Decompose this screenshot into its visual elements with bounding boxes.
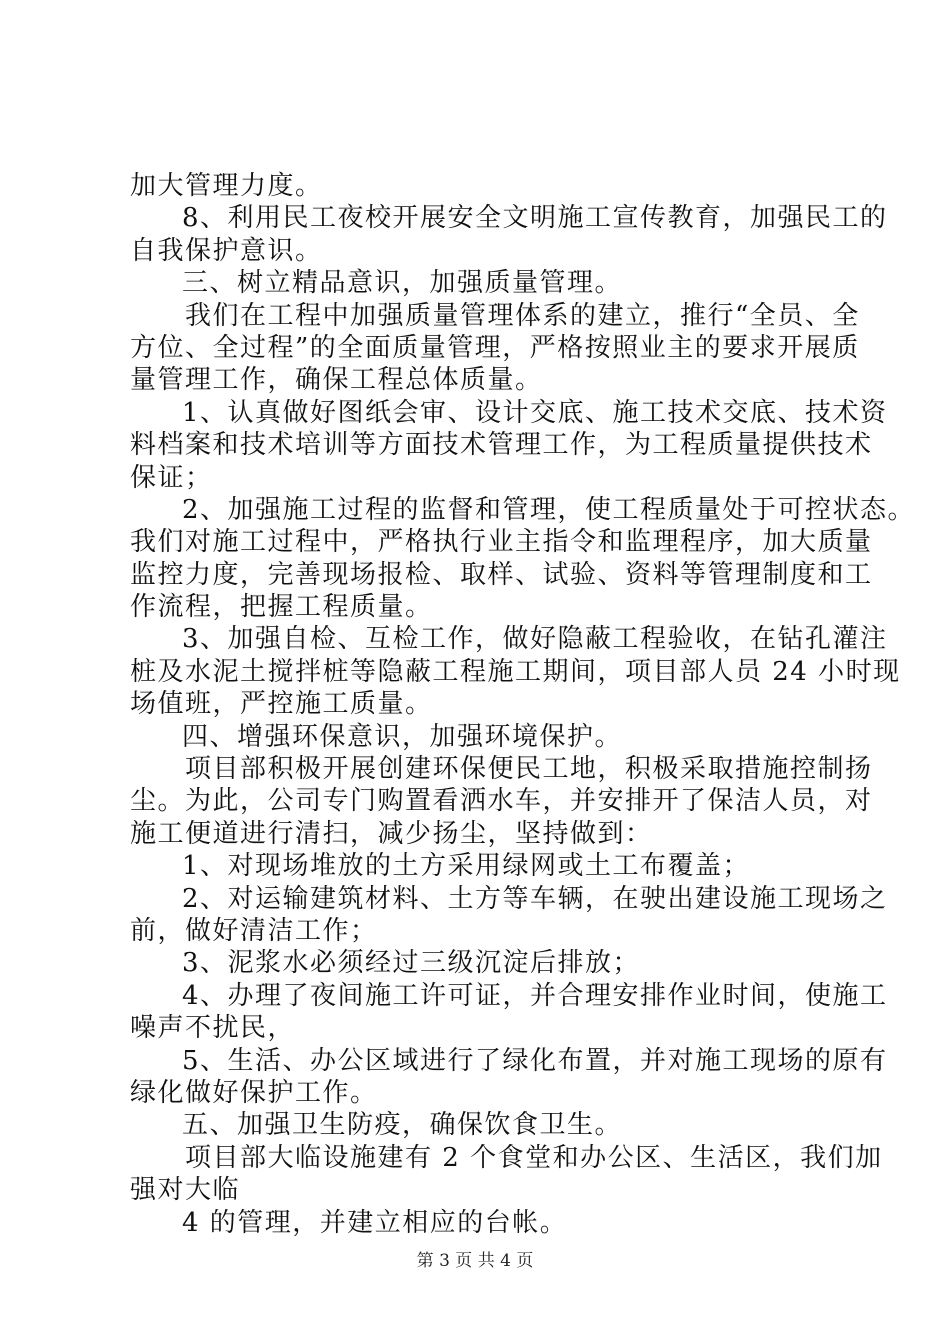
text-line: 4 的管理，并建立相应的台帐。: [182, 1207, 568, 1238]
text-line: 方位、全过程”的全面质量管理，严格按照业主的要求开展质: [130, 332, 860, 363]
text-line: 加大管理力度。: [130, 171, 323, 201]
section-heading: 四、增强环保意识，加强环境保护。: [182, 721, 623, 752]
text-line: 绿化做好保护工作。: [130, 1077, 378, 1108]
text-line: 2、加强施工过程的监督和管理，使工程质量处于可控状态。: [182, 494, 916, 525]
text-line: 3、加强自检、互检工作，做好隐蔽工程验收，在钻孔灌注: [182, 624, 888, 655]
text-line: 项目部大临设施建有 2 个食堂和办公区、生活区，我们加: [185, 1142, 883, 1173]
text-line: 噪声不扰民，: [130, 1013, 296, 1044]
text-line: 尘。为此，公司专门购置看洒水车，并安排开了保洁人员，对: [130, 786, 873, 817]
text-line: 保证；: [130, 462, 213, 493]
text-line: 1、对现场堆放的土方采用绿网或土工布覆盖；: [182, 851, 751, 882]
text-line: 作流程，把握工程质量。: [130, 592, 433, 623]
text-line: 我们对施工过程中，严格执行业主指令和监理程序，加大质量: [130, 527, 873, 558]
text-line: 项目部积极开展创建环保便民工地，积极采取措施控制扬: [185, 754, 873, 785]
text-line: 强对大临: [130, 1175, 241, 1206]
section-heading: 五、加强卫生防疫，确保饮食卫生。: [182, 1110, 623, 1141]
text-line: 前，做好清洁工作；: [130, 915, 378, 946]
text-line: 料档案和技术培训等方面技术管理工作，为工程质量提供技术: [130, 430, 873, 461]
page-footer: 第 3 页 共 4 页: [416, 1251, 534, 1271]
body-text: [130, 170, 916, 1239]
text-line: 我们在工程中加强质量管理体系的建立，推行“全员、全: [185, 300, 860, 331]
text-line: 4、办理了夜间施工许可证，并合理安排作业时间，使施工: [182, 980, 888, 1011]
text-line: 2、对运输建筑材料、土方等车辆，在驶出建设施工现场之: [182, 883, 888, 914]
text-line: 场值班，严控施工质量。: [130, 689, 433, 720]
text-line: 量管理工作，确保工程总体质量。: [130, 365, 543, 396]
text-line: 桩及水泥土搅拌桩等隐蔽工程施工期间，项目部人员 24 小时现: [130, 656, 901, 687]
text-line: 5、生活、办公区域进行了绿化布置，并对施工现场的原有: [182, 1045, 888, 1076]
text-line: 施工便道进行清扫，减少扬尘，坚持做到：: [130, 818, 653, 849]
text-line: 8、利用民工夜校开展安全文明施工宣传教育，加强民工的: [182, 203, 888, 234]
section-heading: 三、树立精品意识，加强质量管理。: [182, 268, 623, 299]
text-line: 3、泥浆水必须经过三级沉淀后排放；: [182, 948, 641, 979]
text-line: 1、认真做好图纸会审、设计交底、施工技术交底、技术资: [182, 397, 888, 428]
text-line: 自我保护意识。: [130, 235, 323, 266]
text-line: 监控力度，完善现场报检、取样、试验、资料等管理制度和工: [130, 559, 873, 590]
